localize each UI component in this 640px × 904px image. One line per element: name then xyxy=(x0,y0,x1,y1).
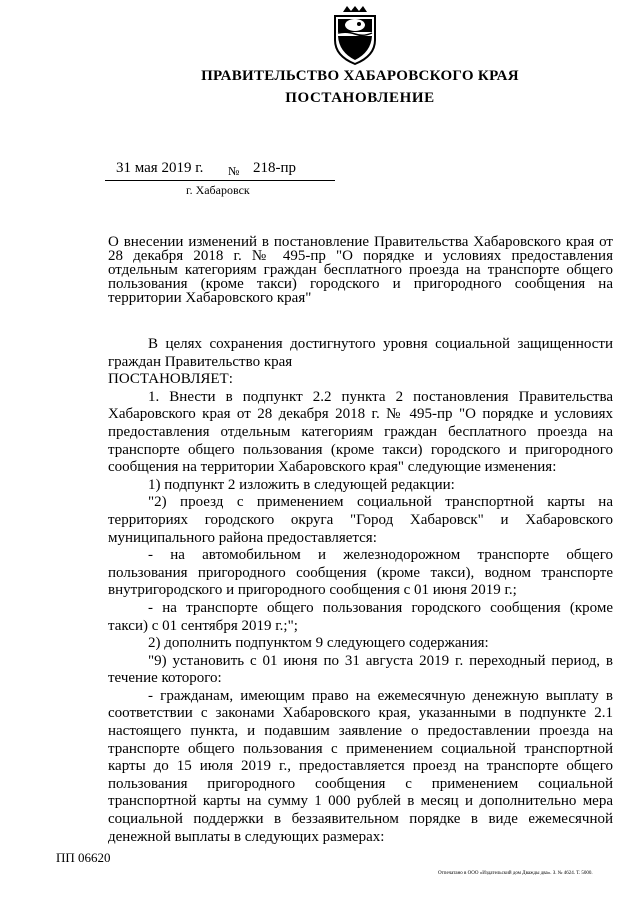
body-paragraph: "2) проезд с применением социальной транспортной карты на территориях городского округа "Город Хабаровск" и Хабаровского муниципального района предоставляется: xyxy=(108,494,613,546)
document-type-heading: ПОСТАНОВЛЕНИЕ xyxy=(285,90,435,106)
body-paragraph: - на транспорте общего пользования городского сообщения (кроме такси) с 01 сентября 2019 г.;"; xyxy=(108,599,613,634)
document-date: 31 мая 2019 г. xyxy=(116,160,204,176)
resolves-heading: ПОСТАНОВЛЯЕТ: xyxy=(108,371,233,388)
printer-imprint: Отпечатано в ООО «Издательский дом Дважды два». З. № 4624. Т. 5000. xyxy=(438,871,593,876)
body-paragraph: 2) дополнить подпунктом 9 следующего содержания: xyxy=(148,635,489,652)
city-label: г. Хабаровск xyxy=(186,183,250,197)
document-number: 218-пр xyxy=(253,160,297,176)
body-paragraph: "9) установить с 01 июня по 31 августа 2019 г. переходный период, в течение которого: xyxy=(108,652,613,687)
date-number-line xyxy=(105,160,335,181)
body-paragraph: - гражданам, имеющим право на ежемесячную денежную выплату в соответствии с законами Хабаровского края, указанными в подпункте 2.1 настоящего пункта, и подавшим заявление о предоставлении проезда на транспорте общего пользования с применением социальной транспортной карты до 15 июля 2019 г., предоставляется проезд на транспорте общего пользования пригородного сообщения с применением социальной транспортной карты на сумму 1 000 рублей в месяц и дополнительно мера социальной поддержки в беззаявительном порядке в виде ежемесячной денежной выплаты в следующих размерах: xyxy=(108,687,613,845)
government-title: ПРАВИТЕЛЬСТВО ХАБАРОВСКОГО КРАЯ xyxy=(201,68,519,84)
number-sign: № xyxy=(228,164,240,178)
coat-of-arms-emblem xyxy=(329,6,381,66)
body-paragraph: 1. Внести в подпункт 2.2 пункта 2 постановления Правительства Хабаровского края от 28 декабря 2018 г. № 495-пр "О порядке и условиях предоставления отдельным категориям граждан бесплатного проезда на транспорте общего пользования (кроме такси) городского и пригородного сообщения на территории Хабаровского края" следующие изменения: xyxy=(108,388,613,476)
body-paragraph: 1) подпункт 2 изложить в следующей редакции: xyxy=(148,476,455,493)
footer-code: ПП 06620 xyxy=(56,850,111,865)
document-body xyxy=(108,336,613,846)
document-subject: О внесении изменений в постановление Правительства Хабаровского края от 28 декабря 2018 г. № 495-пр "О порядке и условиях предоставления отдельным категориям граждан бесплатного проезда на транспорте общего пользования (кроме такси) городского и пригородного сообщения на территории Хабаровского края" xyxy=(108,234,613,306)
body-paragraph: В целях сохранения достигнутого уровня социальной защищенности граждан Правительство края xyxy=(108,336,613,370)
body-paragraph: - на автомобильном и железнодорожном транспорте общего пользования пригородного сообщения (кроме такси), водном транспорте внутригородского и пригородного сообщения с 01 июня 2019 г.; xyxy=(108,547,613,599)
